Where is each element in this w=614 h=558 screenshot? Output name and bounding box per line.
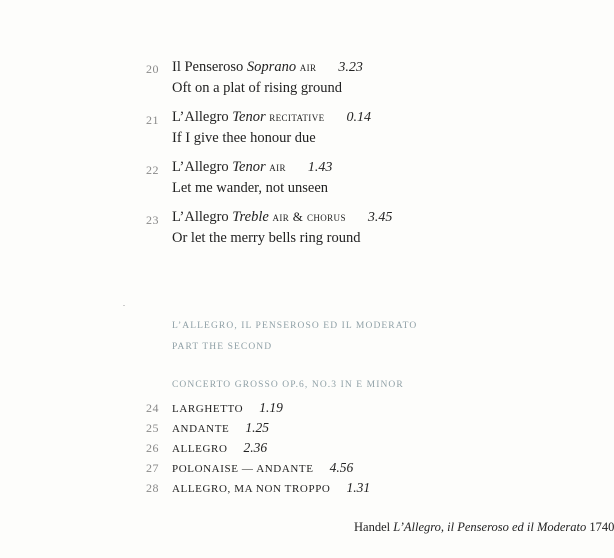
track-heading [172,109,371,126]
track-number: 21 [146,113,159,127]
movement-title-row [172,440,267,456]
track-work: Il Penseroso [172,59,244,75]
concerto-title: CONCERTO GROSSO OP.6, NO.3 IN E MINOR [172,380,404,390]
track-duration: 0.14 [346,110,371,125]
track-role: Treble [232,209,269,225]
track-form: air [269,159,286,174]
track-duration: 1.43 [307,160,333,175]
track-number: 22 [146,163,159,177]
track-duration: 3.45 [367,210,393,225]
track-first-line: Or let the merry bells ring round [172,230,361,246]
movement-duration: 1.25 [245,420,269,435]
section-title: L’ALLEGRO, IL PENSEROSO ED IL MODERATO [172,321,418,331]
track-role: Tenor [232,109,266,125]
track-heading [172,209,392,226]
track-role: Soprano [246,59,297,75]
movement-number: 28 [146,481,159,495]
track-heading [172,159,332,176]
track-first-line: Oft on a plat of rising ground [172,80,342,96]
movement-title: ALLEGRO, MA NON TROPPO [172,483,331,495]
movement-duration: 4.56 [329,460,354,475]
section-part: PART THE SECOND [172,342,273,352]
track-work: L’Allegro [172,159,229,175]
movement-number: 24 [146,401,159,415]
footer-year: 1740 [589,520,614,534]
track-heading [172,59,363,76]
movement-title-row [172,460,353,476]
movement-duration: 2.36 [243,440,268,455]
movement-duration: 1.31 [346,480,371,495]
movement-27 [0,459,599,479]
track-first-line: Let me wander, not unseen [172,180,329,196]
movement-title: POLONAISE — ANDANTE [172,463,314,475]
movement-title: ANDANTE [172,423,230,435]
track-work: L’Allegro [172,209,229,225]
footer-work: L’Allegro, il Penseroso ed il Moderato [393,520,587,534]
movement-title: ALLEGRO [172,443,228,455]
movement-number: 27 [146,461,159,475]
track-form: air [299,59,317,74]
track-number: 23 [146,213,159,227]
movement-number: 25 [146,421,159,435]
movement-25 [0,419,599,439]
movement-24 [0,399,599,419]
movement-duration: 1.19 [259,400,283,415]
movement-title-row [172,420,269,436]
footer-composer: Handel [354,520,391,534]
paper-speck [123,305,125,306]
track-work: L’Allegro [172,109,229,125]
track-form: recitative [269,109,325,124]
track-duration: 3.23 [338,60,363,75]
movement-title-row [172,400,283,416]
track-first-line: If I give thee honour due [172,130,316,146]
movement-title-row [172,480,370,496]
page-footer [354,520,614,535]
movement-28 [0,479,599,499]
movement-26 [0,439,599,459]
movement-title: LARGHETTO [172,403,244,415]
track-role: Tenor [232,159,266,175]
movement-number: 26 [146,441,159,455]
track-form: air & chorus [272,209,346,224]
track-number: 20 [146,62,159,76]
